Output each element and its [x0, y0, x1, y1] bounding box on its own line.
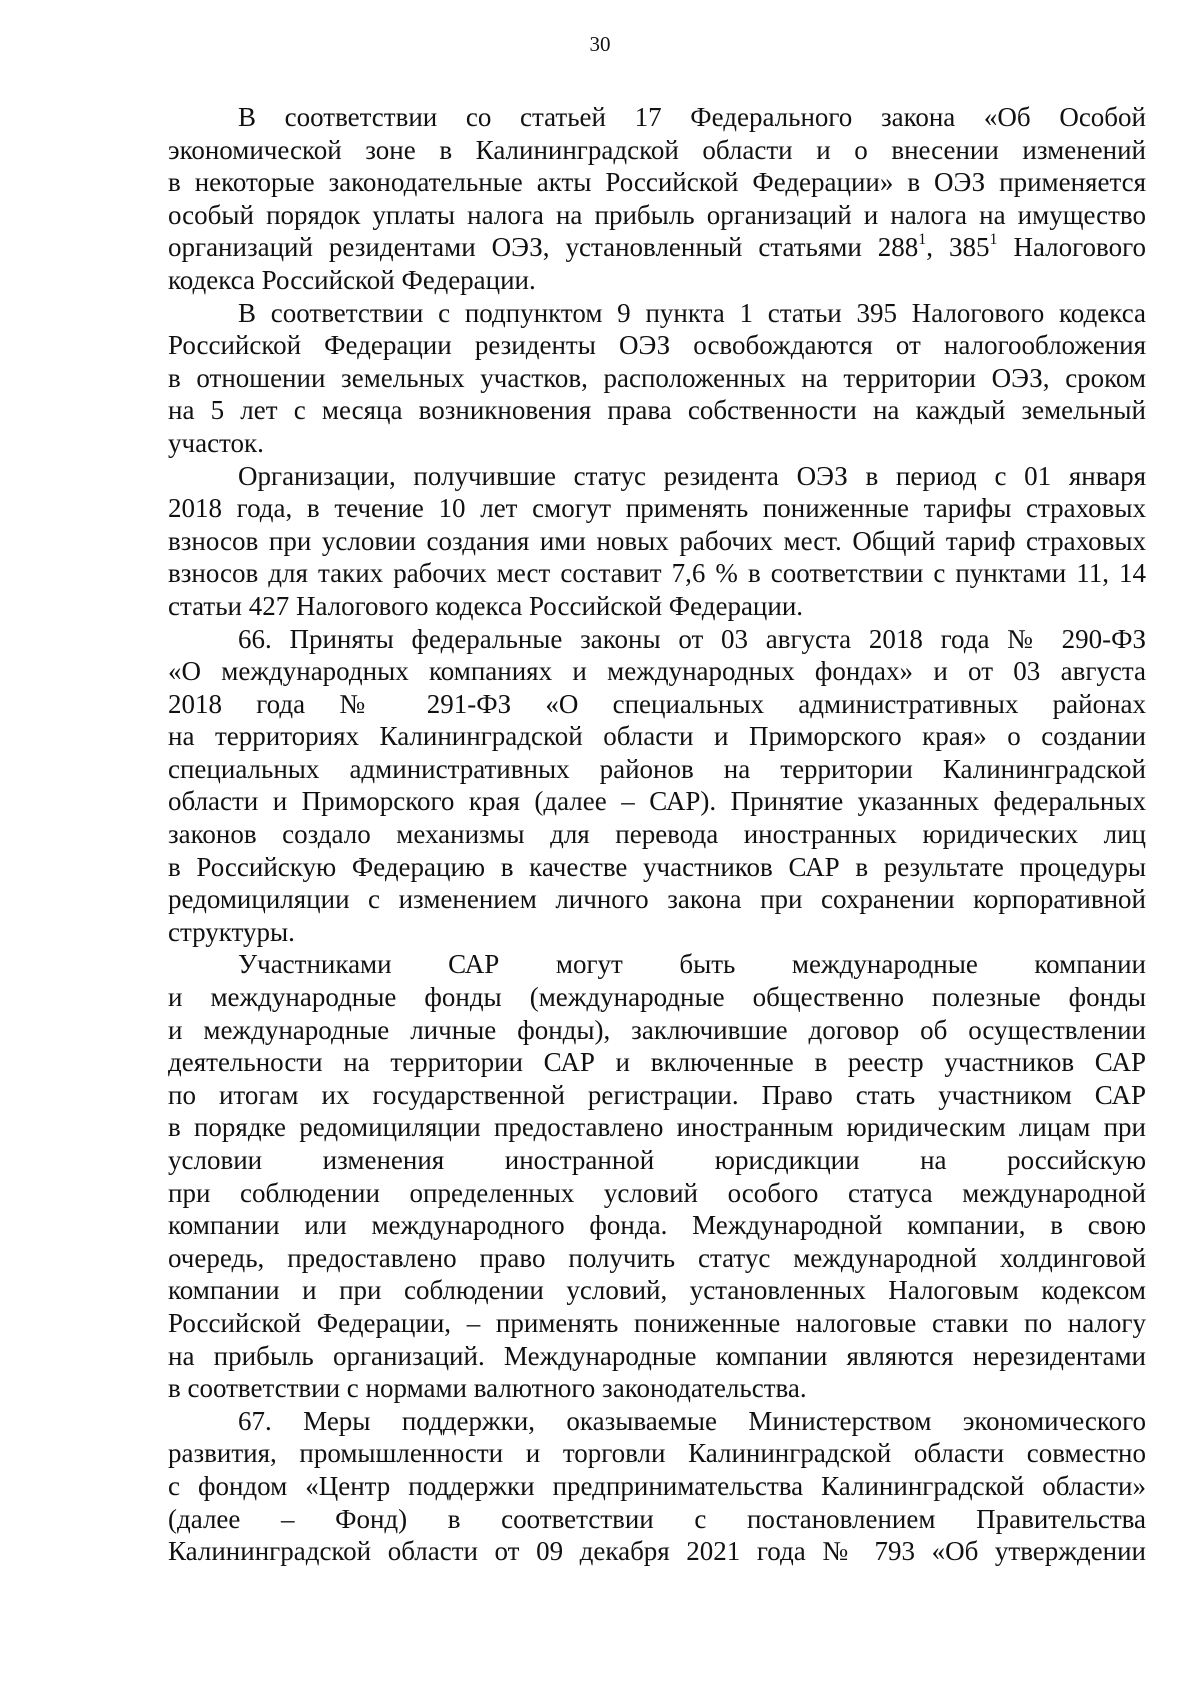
text-line: очередь, предоставлено право получить статус международной холдинговой — [168, 1242, 1146, 1273]
document-body — [168, 101, 1146, 1568]
text-line: на 5 лет с месяца возникновения права собственности на каждый земельный — [168, 395, 1146, 426]
text-line: Российской Федерации, – применять пониженные налоговые ставки по налогу — [168, 1307, 1146, 1338]
text-line: структуры. — [168, 916, 295, 947]
text-line: 2018 года, в течение 10 лет смогут применять пониженные тарифы страховых — [168, 493, 1146, 524]
text-line: области и Приморского края (далее – САР). Принятие указанных федеральных — [168, 786, 1146, 817]
text-line: 67. Меры поддержки, оказываемые Министерством экономического — [238, 1405, 1146, 1436]
text-line: по итогам их государственной регистрации. Право стать участником САР — [168, 1079, 1146, 1110]
text-fragment: организаций резидентами ОЭЗ, установленный статьями 288 — [168, 232, 919, 263]
text-line: на прибыль организаций. Международные компании являются нерезидентами — [168, 1340, 1146, 1371]
text-line: в некоторые законодательные акты Российской Федерации» в ОЭЗ применяется — [168, 167, 1146, 198]
text-line: В соответствии со статьей 17 Федерального закона «Об Особой — [238, 102, 1146, 132]
text-line: компании и при соблюдении условий, установленных Налоговым кодексом — [168, 1275, 1146, 1306]
paragraph-oez-tax-regime — [168, 101, 1146, 297]
text-line: особый порядок уплаты налога на прибыль организаций и налога на имущество — [168, 199, 1146, 230]
text-line: и международные фонды (международные общественно полезные фонды — [168, 982, 1146, 1013]
text-line: с фондом «Центр поддержки предпринимательства Калининградской области» — [168, 1470, 1146, 1501]
superscript: 1 — [918, 231, 927, 249]
text-line: экономической зоне в Калининградской области и о внесении изменений — [168, 134, 1146, 165]
page-number: 30 — [589, 32, 611, 56]
text-fragment: Налогового — [997, 232, 1147, 263]
text-line: и международные личные фонды), заключившие договор об осуществлении — [168, 1014, 1146, 1045]
text-line: Российской Федерации резиденты ОЭЗ освобождаются от налогообложения — [168, 330, 1146, 361]
text-line: 66. Приняты федеральные законы от 03 августа 2018 года № 290-ФЗ — [238, 623, 1146, 654]
text-line: 2018 года № 291-ФЗ «О специальных административных районах — [168, 688, 1146, 719]
text-line: взносов при условии создания ими новых рабочих мест. Общий тариф страховых — [168, 525, 1146, 556]
text-line: в порядке редомициляции предоставлено иностранным юридическим лицам при — [168, 1112, 1146, 1143]
text-line: взносов для таких рабочих мест составит 7,6 % в соответствии с пунктами 11, 14 — [168, 558, 1146, 589]
text-line: развития, промышленности и торговли Калининградской области совместно — [168, 1438, 1146, 1469]
text-line: в отношении земельных участков, расположенных на территории ОЭЗ, сроком — [168, 362, 1146, 393]
text-line: статьи 427 Налогового кодекса Российской Федерации. — [168, 590, 804, 621]
text-line: специальных административных районов на территории Калининградской — [168, 753, 1146, 784]
paragraph-land-tax-exemption — [168, 297, 1146, 460]
text-fragment: , 385 — [926, 232, 990, 263]
text-line: Организации, получившие статус резидента ОЭЗ в период с 01 января — [238, 460, 1146, 491]
text-line: в соответствии с нормами валютного законодательства. — [168, 1373, 807, 1404]
text-line: законов создало механизмы для перевода иностранных юридических лиц — [168, 819, 1146, 850]
text-line: (далее – Фонд) в соответствии с постановлением Правительства — [168, 1503, 1146, 1534]
text-line: Калининградской области от 09 декабря 2021 года № 793 «Об утверждении — [168, 1536, 1146, 1567]
paragraph-sar-participants — [168, 948, 1146, 1404]
text-line-with-superscripts — [168, 231, 1146, 264]
text-line: «О международных компаниях и международных фондах» и от 03 августа — [168, 656, 1146, 687]
superscript: 1 — [989, 231, 998, 249]
paragraph-insurance-tariffs — [168, 460, 1146, 623]
text-line: компании или международного фонда. Международной компании, в свою — [168, 1210, 1146, 1241]
text-line: при соблюдении определенных условий особого статуса международной — [168, 1177, 1146, 1208]
paragraph-67-support-measures — [168, 1405, 1146, 1568]
text-line: деятельности на территории САР и включенные в реестр участников САР — [168, 1047, 1146, 1078]
text-line: редомициляции с изменением личного закона при сохранении корпоративной — [168, 884, 1146, 915]
text-line: на территориях Калининградской области и Приморского края» о создании — [168, 721, 1146, 752]
text-line: В соответствии с подпунктом 9 пункта 1 статьи 395 Налогового кодекса — [238, 297, 1146, 328]
text-line: Участниками САР могут быть международные компании — [238, 949, 1146, 980]
text-line: в Российскую Федерацию в качестве участников САР в результате процедуры — [168, 851, 1146, 882]
text-line: кодекса Российской Федерации. — [168, 264, 536, 295]
text-line: участок. — [168, 427, 264, 458]
paragraph-66-federal-laws — [168, 623, 1146, 949]
text-line: условии изменения иностранной юрисдикции на российскую — [168, 1145, 1146, 1175]
